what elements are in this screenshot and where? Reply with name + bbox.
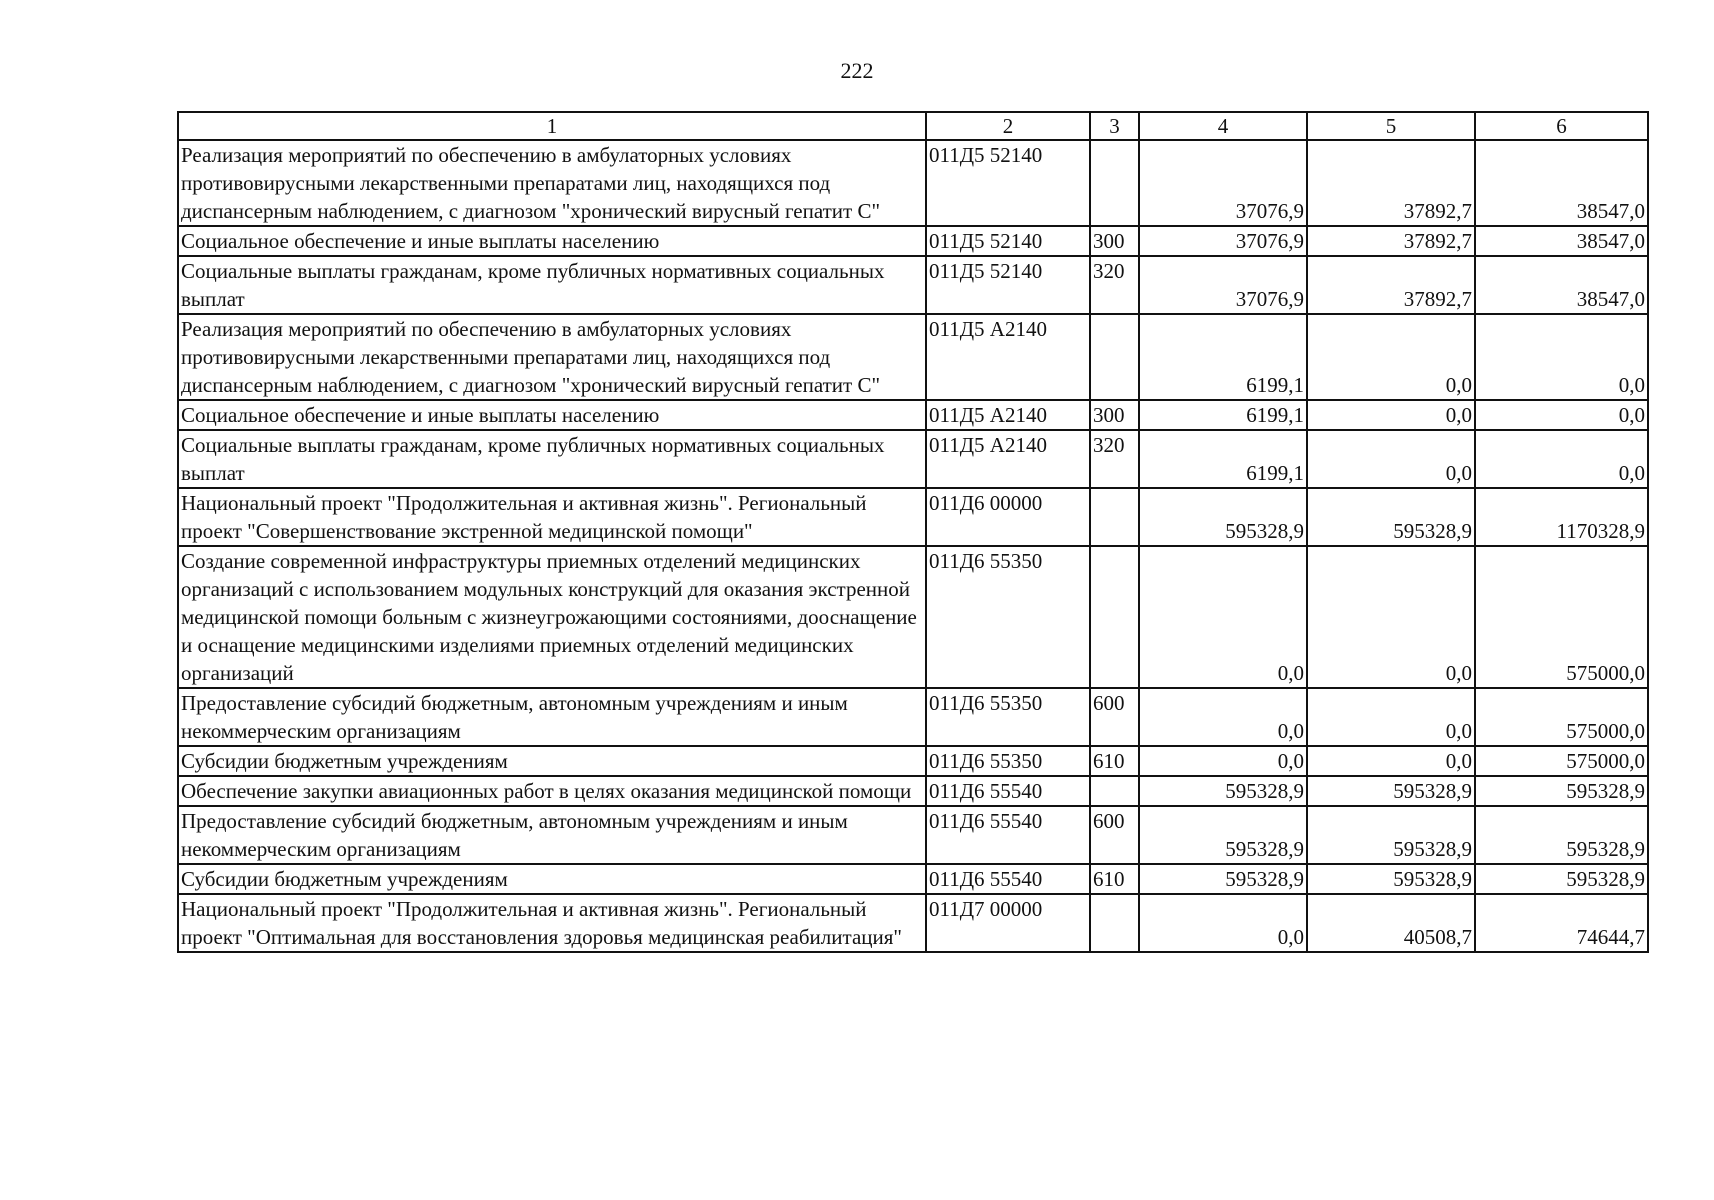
row-name: Предоставление субсидий бюджетным, автономным учреждениям и иным некоммерческим организациям bbox=[178, 806, 926, 864]
row-name: Предоставление субсидий бюджетным, автономным учреждениям и иным некоммерческим организациям bbox=[178, 688, 926, 746]
row-value-5: 0,0 bbox=[1307, 688, 1475, 746]
row-value-5: 37892,7 bbox=[1307, 140, 1475, 226]
row-name: Обеспечение закупки авиационных работ в целях оказания медицинской помощи bbox=[178, 776, 926, 806]
row-value-5: 0,0 bbox=[1307, 400, 1475, 430]
row-name: Социальное обеспечение и иные выплаты населению bbox=[178, 226, 926, 256]
table-row bbox=[178, 746, 1648, 776]
row-name: Создание современной инфраструктуры приемных отделений медицинских организаций с использованием модульных конструкций для оказания экстренной медицинской помощи больным с жизнеугрожающими состояниями, дооснащение и оснащение медицинскими изделиями приемных отделений медицинских организаций bbox=[178, 546, 926, 688]
row-value-6: 38547,0 bbox=[1475, 140, 1648, 226]
table-row bbox=[178, 140, 1648, 226]
row-group: 600 bbox=[1090, 806, 1139, 864]
header-cell-6: 6 bbox=[1475, 112, 1648, 140]
row-name: Социальные выплаты гражданам, кроме публичных нормативных социальных выплат bbox=[178, 256, 926, 314]
row-value-6: 575000,0 bbox=[1475, 546, 1648, 688]
row-value-4: 37076,9 bbox=[1139, 140, 1307, 226]
row-value-4: 595328,9 bbox=[1139, 806, 1307, 864]
header-cell-4: 4 bbox=[1139, 112, 1307, 140]
table-row bbox=[178, 806, 1648, 864]
row-value-5: 0,0 bbox=[1307, 746, 1475, 776]
header-row bbox=[178, 112, 1648, 140]
row-name: Реализация мероприятий по обеспечению в амбулаторных условиях противовирусными лекарственными препаратами лиц, находящихся под диспансерным наблюдением, с диагнозом "хронический вирусный гепатит С" bbox=[178, 314, 926, 400]
table-row bbox=[178, 226, 1648, 256]
row-code: 011Д7 00000 bbox=[926, 894, 1090, 952]
row-name: Национальный проект "Продолжительная и активная жизнь". Региональный проект "Совершенствование экстренной медицинской помощи" bbox=[178, 488, 926, 546]
row-value-5: 595328,9 bbox=[1307, 488, 1475, 546]
header-cell-1: 1 bbox=[178, 112, 926, 140]
row-group: 610 bbox=[1090, 746, 1139, 776]
row-code: 011Д6 55540 bbox=[926, 864, 1090, 894]
row-value-6: 38547,0 bbox=[1475, 226, 1648, 256]
table-row bbox=[178, 546, 1648, 688]
row-value-6: 74644,7 bbox=[1475, 894, 1648, 952]
row-group bbox=[1090, 140, 1139, 226]
row-group: 300 bbox=[1090, 226, 1139, 256]
row-value-6: 575000,0 bbox=[1475, 688, 1648, 746]
row-value-6: 595328,9 bbox=[1475, 776, 1648, 806]
row-value-6: 0,0 bbox=[1475, 430, 1648, 488]
row-value-5: 595328,9 bbox=[1307, 776, 1475, 806]
row-value-4: 6199,1 bbox=[1139, 400, 1307, 430]
row-value-6: 1170328,9 bbox=[1475, 488, 1648, 546]
row-code: 011Д5 52140 bbox=[926, 256, 1090, 314]
row-value-4: 595328,9 bbox=[1139, 488, 1307, 546]
row-value-4: 0,0 bbox=[1139, 546, 1307, 688]
row-value-4: 0,0 bbox=[1139, 746, 1307, 776]
row-value-6: 38547,0 bbox=[1475, 256, 1648, 314]
row-name: Субсидии бюджетным учреждениям bbox=[178, 746, 926, 776]
header-cell-3: 3 bbox=[1090, 112, 1139, 140]
row-group bbox=[1090, 488, 1139, 546]
row-value-4: 37076,9 bbox=[1139, 226, 1307, 256]
row-code: 011Д5 52140 bbox=[926, 226, 1090, 256]
row-name: Реализация мероприятий по обеспечению в амбулаторных условиях противовирусными лекарственными препаратами лиц, находящихся под диспансерным наблюдением, с диагнозом "хронический вирусный гепатит С" bbox=[178, 140, 926, 226]
row-code: 011Д6 55350 bbox=[926, 546, 1090, 688]
row-value-4: 595328,9 bbox=[1139, 864, 1307, 894]
row-group bbox=[1090, 314, 1139, 400]
row-value-4: 0,0 bbox=[1139, 688, 1307, 746]
row-group: 300 bbox=[1090, 400, 1139, 430]
row-value-5: 37892,7 bbox=[1307, 226, 1475, 256]
row-group bbox=[1090, 776, 1139, 806]
table-row bbox=[178, 430, 1648, 488]
header-cell-5: 5 bbox=[1307, 112, 1475, 140]
row-code: 011Д6 55540 bbox=[926, 776, 1090, 806]
row-name: Социальные выплаты гражданам, кроме публичных нормативных социальных выплат bbox=[178, 430, 926, 488]
row-code: 011Д6 55540 bbox=[926, 806, 1090, 864]
row-value-5: 0,0 bbox=[1307, 314, 1475, 400]
row-value-4: 595328,9 bbox=[1139, 776, 1307, 806]
budget-table bbox=[177, 111, 1649, 953]
row-group: 320 bbox=[1090, 256, 1139, 314]
row-group: 600 bbox=[1090, 688, 1139, 746]
table-body bbox=[178, 112, 1648, 952]
row-value-6: 595328,9 bbox=[1475, 806, 1648, 864]
row-code: 011Д6 00000 bbox=[926, 488, 1090, 546]
row-code: 011Д5 52140 bbox=[926, 140, 1090, 226]
table-row bbox=[178, 864, 1648, 894]
row-value-4: 6199,1 bbox=[1139, 314, 1307, 400]
row-code: 011Д6 55350 bbox=[926, 688, 1090, 746]
table-row bbox=[178, 688, 1648, 746]
page-number: 222 bbox=[840, 58, 874, 83]
row-code: 011Д6 55350 bbox=[926, 746, 1090, 776]
row-group: 610 bbox=[1090, 864, 1139, 894]
header-cell-2: 2 bbox=[926, 112, 1090, 140]
row-group: 320 bbox=[1090, 430, 1139, 488]
row-value-5: 40508,7 bbox=[1307, 894, 1475, 952]
table-row bbox=[178, 488, 1648, 546]
row-group bbox=[1090, 546, 1139, 688]
row-value-6: 595328,9 bbox=[1475, 864, 1648, 894]
row-name: Субсидии бюджетным учреждениям bbox=[178, 864, 926, 894]
row-value-5: 37892,7 bbox=[1307, 256, 1475, 314]
table-row bbox=[178, 314, 1648, 400]
row-value-6: 575000,0 bbox=[1475, 746, 1648, 776]
row-name: Национальный проект "Продолжительная и активная жизнь". Региональный проект "Оптимальная для восстановления здоровья медицинская реабилитация" bbox=[178, 894, 926, 952]
row-value-6: 0,0 bbox=[1475, 314, 1648, 400]
row-code: 011Д5 А2140 bbox=[926, 400, 1090, 430]
table-row bbox=[178, 400, 1648, 430]
row-value-5: 0,0 bbox=[1307, 430, 1475, 488]
row-name: Социальное обеспечение и иные выплаты населению bbox=[178, 400, 926, 430]
row-value-4: 37076,9 bbox=[1139, 256, 1307, 314]
row-code: 011Д5 А2140 bbox=[926, 430, 1090, 488]
row-value-5: 595328,9 bbox=[1307, 806, 1475, 864]
row-code: 011Д5 А2140 bbox=[926, 314, 1090, 400]
row-value-6: 0,0 bbox=[1475, 400, 1648, 430]
row-value-4: 6199,1 bbox=[1139, 430, 1307, 488]
row-value-4: 0,0 bbox=[1139, 894, 1307, 952]
row-group bbox=[1090, 894, 1139, 952]
row-value-5: 595328,9 bbox=[1307, 864, 1475, 894]
row-value-5: 0,0 bbox=[1307, 546, 1475, 688]
table-row bbox=[178, 256, 1648, 314]
table-row bbox=[178, 894, 1648, 952]
table-row bbox=[178, 776, 1648, 806]
